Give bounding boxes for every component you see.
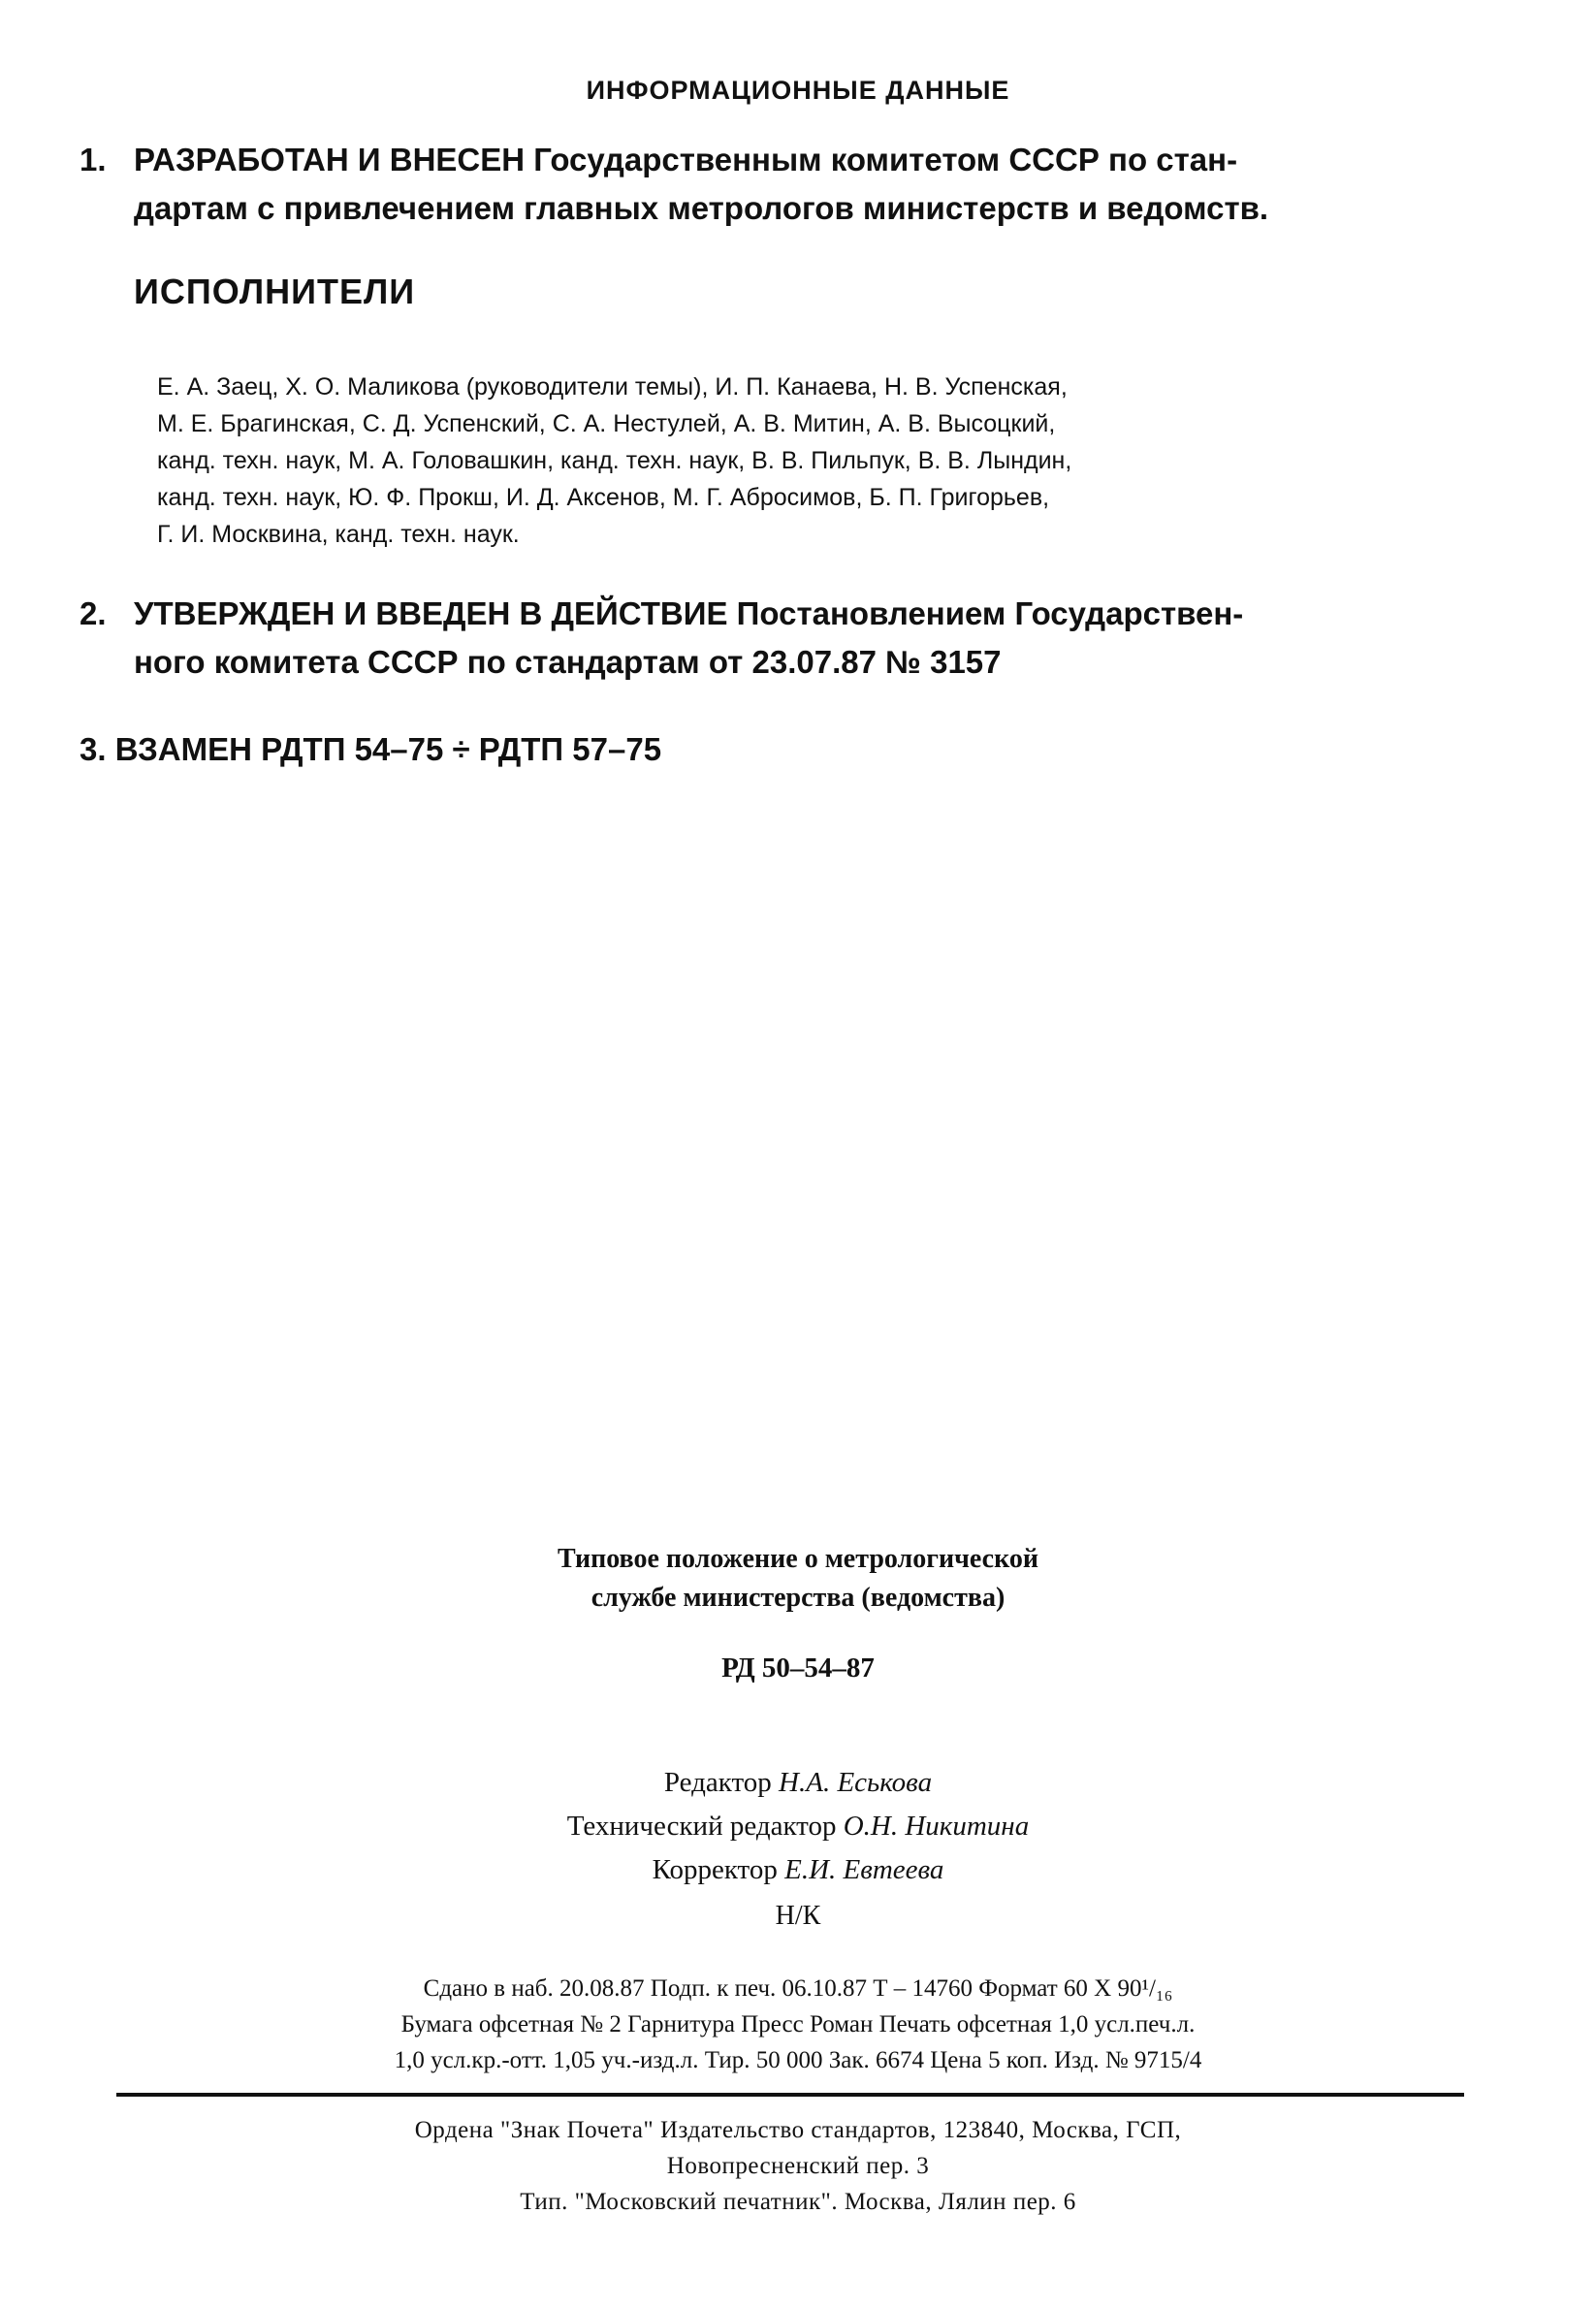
item-number: 1.: [80, 142, 107, 177]
imprint-block: [0, 1971, 1596, 2078]
editor-name: Н.А. Еськова: [779, 1767, 933, 1798]
item-number: 2.: [80, 595, 107, 631]
executors-line: канд. техн. наук, М. А. Головашкин, канд. техн. наук, В. В. Пильпук, В. В. Лындин,: [157, 447, 1072, 474]
title-line: Типовое положение о метрологической: [558, 1544, 1038, 1574]
executors-heading: ИСПОЛНИТЕЛИ: [134, 272, 416, 311]
item-line: дартам с привлечением главных метрологов министерств и ведомств.: [134, 190, 1269, 226]
publisher-line: Тип. "Московский печатник". Москва, Лялин пер. 6: [520, 2189, 1076, 2215]
editor-name: Е.И. Евтеева: [784, 1854, 944, 1885]
executors-list: [157, 369, 1071, 553]
title-line: службе министерства (ведомства): [591, 1583, 1005, 1613]
editor-role: Технический редактор: [566, 1811, 837, 1842]
imprint-line: Бумага офсетная № 2 Гарнитура Пресс Роман Печать офсетная 1,0 усл.печ.л.: [400, 2011, 1196, 2037]
editors-block: [0, 1761, 1596, 1892]
editor-line: [0, 1761, 1596, 1805]
editor-role: Корректор: [652, 1854, 778, 1885]
publisher-line: Ордена "Знак Почета" Издательство стандартов, 123840, Москва, ГСП,: [414, 2117, 1182, 2143]
executors-line: М. Е. Брагинская, С. Д. Успенский, С. А. Нестулей, А. В. Митин, А. В. Высоцкий,: [157, 410, 1056, 437]
editor-line: [0, 1848, 1596, 1892]
item-replaces: 3. ВЗАМЕН РДТП 54–75 ÷ РДТП 57–75: [80, 731, 662, 767]
publisher-line: Новопресненский пер. 3: [666, 2153, 930, 2179]
document-code: РД 50–54–87: [721, 1652, 875, 1684]
item-line: УТВЕРЖДЕН И ВВЕДЕН В ДЕЙСТВИЕ Постановлением Государствен-: [134, 595, 1244, 631]
nk-mark: Н/К: [775, 1901, 821, 1931]
item-line: РАЗРАБОТАН И ВНЕСЕН Государственным комитетом СССР по стан-: [134, 142, 1238, 177]
publisher-block: [0, 2112, 1596, 2220]
executors-line: Г. И. Москвина, канд. техн. наук.: [157, 521, 520, 548]
imprint-line: Сдано в наб. 20.08.87 Подп. к печ. 06.10.87 Т – 14760 Формат 60 X 90¹/₁₆: [423, 1975, 1173, 2002]
imprint-line: 1,0 усл.кр.-отт. 1,05 уч.-изд.л. Тир. 50 000 Зак. 6674 Цена 5 коп. Изд. № 9715/4: [394, 2047, 1202, 2073]
executors-line: Е. А. Заец, Х. О. Маликова (руководители темы), И. П. Канаева, Н. В. Успенская,: [157, 373, 1068, 401]
divider: [116, 2093, 1464, 2097]
item-developed: [80, 136, 1437, 233]
editor-name: О.Н. Никитина: [843, 1811, 1030, 1842]
executors-line: канд. техн. наук, Ю. Ф. Прокш, И. Д. Аксенов, М. Г. Абросимов, Б. П. Григорьев,: [157, 484, 1050, 511]
editor-line: [0, 1805, 1596, 1848]
page-heading: ИНФОРМАЦИОННЫЕ ДАННЫЕ: [586, 76, 1010, 105]
document-title: [0, 1540, 1596, 1618]
item-line: ного комитета СССР по стандартам от 23.07.87 № 3157: [134, 644, 1002, 680]
editor-role: Редактор: [663, 1767, 772, 1798]
item-approved: [80, 590, 1456, 687]
